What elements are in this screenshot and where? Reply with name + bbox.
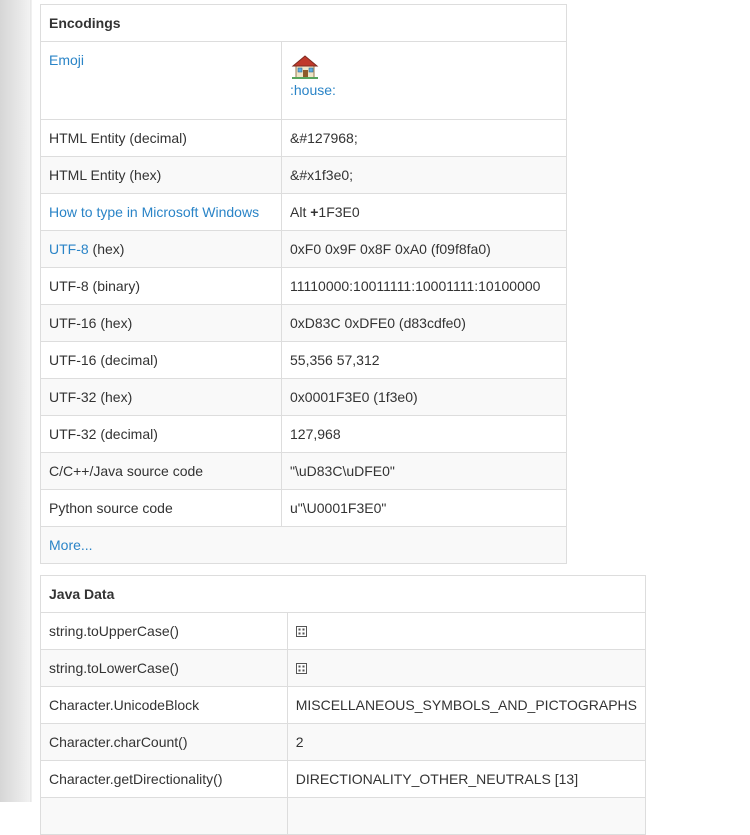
table-row [41, 120, 567, 157]
row-value: 0xF0 0x9F 0x8F 0xA0 (f09f8fa0) [282, 231, 567, 268]
row-value: "\uD83C\uDFE0" [282, 453, 567, 490]
java-data-header: Java Data [41, 576, 646, 613]
row-value: 11110000:10011111:10001111:10100000 [282, 268, 567, 305]
plus-sign: + [310, 204, 319, 220]
table-row [41, 305, 567, 342]
table-row [41, 650, 646, 687]
row-value: MISCELLANEOUS_SYMBOLS_AND_PICTOGRAPHS [287, 687, 645, 724]
table-row [41, 490, 567, 527]
missing-glyph-icon [296, 624, 307, 635]
table-row [41, 761, 646, 798]
row-value [282, 194, 567, 231]
row-key: Python source code [41, 490, 282, 527]
more-row [41, 527, 567, 564]
table-row [41, 157, 567, 194]
row-key: UTF-32 (hex) [41, 379, 282, 416]
row-key-suffix: (hex) [88, 241, 125, 257]
table-row [41, 416, 567, 453]
table-row [41, 613, 646, 650]
more-link[interactable]: More... [49, 537, 93, 553]
row-value: DIRECTIONALITY_OTHER_NEUTRALS [13] [287, 761, 645, 798]
page-side-shadow [0, 0, 32, 802]
row-key: Character.UnicodeBlock [41, 687, 288, 724]
table-row [41, 798, 646, 835]
row-key: HTML Entity (decimal) [41, 120, 282, 157]
java-header-row [41, 576, 646, 613]
row-value: 55,356 57,312 [282, 342, 567, 379]
table-row [41, 231, 567, 268]
java-data-table [40, 575, 646, 835]
row-key: UTF-8 (binary) [41, 268, 282, 305]
row-value: &#x1f3e0; [282, 157, 567, 194]
windows-typing-link[interactable]: How to type in Microsoft Windows [49, 204, 260, 220]
row-value: 0x0001F3E0 (1f3e0) [282, 379, 567, 416]
table-row [41, 687, 646, 724]
row-key: UTF-16 (hex) [41, 305, 282, 342]
utf8-link[interactable]: UTF-8 [49, 241, 89, 257]
row-key: UTF-32 (decimal) [41, 416, 282, 453]
row-value: 0xD83C 0xDFE0 (d83cdfe0) [282, 305, 567, 342]
missing-glyph-icon [296, 661, 307, 672]
row-value: u"\U0001F3E0" [282, 490, 567, 527]
row-value: 2 [287, 724, 645, 761]
encodings-header-row [41, 5, 567, 42]
row-key: C/C++/Java source code [41, 453, 282, 490]
alt-code: 1F3E0 [318, 204, 360, 220]
encodings-table [40, 4, 567, 564]
emoji-row [41, 42, 567, 120]
table-row [41, 453, 567, 490]
row-key: Character.charCount() [41, 724, 288, 761]
row-value: &#127968; [282, 120, 567, 157]
table-row [41, 724, 646, 761]
row-key: UTF-16 (decimal) [41, 342, 282, 379]
row-key: string.toUpperCase() [41, 613, 288, 650]
table-row [41, 268, 567, 305]
alt-prefix: Alt [290, 204, 311, 220]
row-key: HTML Entity (hex) [41, 157, 282, 194]
house-shortcode-link[interactable]: :house: [290, 82, 336, 98]
row-key: Character.getDirectionality() [41, 761, 288, 798]
row-value: 127,968 [282, 416, 567, 453]
encodings-header: Encodings [41, 5, 567, 42]
table-row [41, 379, 567, 416]
row-key: string.toLowerCase() [41, 650, 288, 687]
table-row [41, 194, 567, 231]
house-icon [290, 54, 558, 80]
emoji-link[interactable]: Emoji [49, 52, 85, 68]
table-row [41, 342, 567, 379]
